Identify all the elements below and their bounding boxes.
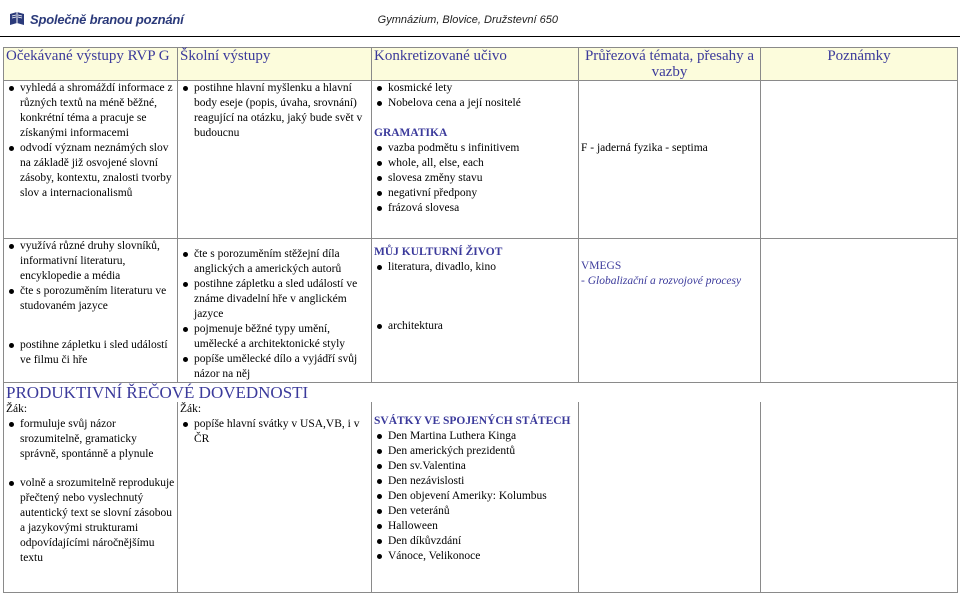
cross-topic-physics: F - jaderná fyzika - septima — [581, 142, 708, 154]
list-item: kosmické lety — [388, 81, 576, 96]
col-header-content: Konkretizované učivo — [372, 48, 579, 81]
list-item: Den díkůvzdání — [388, 534, 576, 549]
list-item: pojmenuje běžné typy umění, umělecké a architektonické styly — [194, 322, 369, 352]
book-logo-icon — [8, 10, 26, 28]
grammar-title: GRAMATIKA — [374, 127, 448, 139]
list-item: whole, all, else, each — [388, 156, 576, 171]
list-item: Den nezávislosti — [388, 474, 576, 489]
cell-notes — [761, 402, 958, 592]
cell-outcomes — [4, 81, 178, 239]
cell-cross-topics — [579, 81, 761, 239]
curriculum-table — [3, 47, 958, 593]
cell-school-outcomes — [178, 81, 372, 239]
table-row — [4, 402, 958, 592]
section-title: PRODUKTIVNÍ ŘEČOVÉ DOVEDNOSTI — [4, 383, 958, 403]
list-item: vazba podmětu s infinitivem — [388, 141, 576, 156]
cell-notes — [761, 81, 958, 239]
col-header-expected-outcomes: Očekávané výstupy RVP G — [4, 48, 178, 81]
spacer — [374, 111, 576, 126]
header-divider — [0, 36, 960, 37]
list-item: negativní předpony — [388, 186, 576, 201]
list-item: postihne zápletku i sled událostí ve filmu či hře — [20, 338, 175, 368]
list-item: Den objevení Ameriky: Kolumbus — [388, 489, 576, 504]
list-item: Den Martina Luthera Kinga — [388, 429, 576, 444]
list-item: Halloween — [388, 519, 576, 534]
logo-text: Společně branou poznání — [30, 11, 184, 27]
list-item: využívá různé druhy slovníků, informativní literaturu, encyklopedie a média — [20, 239, 175, 284]
cell-content — [372, 402, 579, 592]
section-row — [4, 383, 958, 403]
cell-school-outcomes — [178, 402, 372, 592]
list-item: vyhledá a shromáždí informace z různých textů na méně běžné, konkrétní téma a pracuje se získanými informacemi — [20, 81, 175, 141]
cell-outcomes — [4, 402, 178, 592]
list-item: postihne hlavní myšlenku a hlavní body eseje (popis, úvaha, srovnání) reagující na otázku, jaký bude svět v budoucnu — [194, 81, 369, 141]
list-item: čte s porozuměním stěžejní díla anglických a amerických autorů — [194, 247, 369, 277]
list-item: Vánoce, Velikonoce — [388, 549, 576, 564]
cross-topic-title: VMEGS — [581, 260, 622, 272]
list-item: architektura — [388, 319, 576, 334]
list-item: čte s porozuměním literaturu ve studovaném jazyce — [20, 284, 175, 314]
holidays-title: SVÁTKY VE SPOJENÝCH STÁTECH — [374, 415, 571, 427]
list-item: popíše hlavní svátky v USA,VB, i v ČR — [194, 417, 369, 447]
school-name: Gymnázium, Blovice, Družstevní 650 — [377, 14, 558, 26]
cross-topic-text: - Globalizační a rozvojové procesy — [581, 275, 742, 287]
table-row — [4, 239, 958, 383]
page-header — [0, 0, 960, 40]
list-item: odvodí význam neznámých slov na základě již osvojené slovní zásoby, kontextu, znalosti tvorby slov a internacionalismů — [20, 141, 175, 201]
list-item: Den amerických prezidentů — [388, 444, 576, 459]
col-header-school-outcomes: Školní výstupy — [178, 48, 372, 81]
list-item: postihne zápletku a sled událostí ve známe divadelní hře v anglickém jazyce — [194, 277, 369, 322]
list-item: popíše umělecké dílo a vyjádří svůj názor na něj — [194, 352, 369, 382]
list-item: literatura, divadlo, kino — [388, 260, 576, 275]
col-header-notes: Poznámky — [761, 48, 958, 81]
table-header-row — [4, 48, 958, 81]
cell-outcomes — [4, 239, 178, 383]
list-item: Nobelova cena a její nositelé — [388, 96, 576, 111]
col-header-cross-topics: Průřezová témata, přesahy a vazby — [579, 48, 761, 81]
culture-title: MŮJ KULTURNÍ ŽIVOT — [374, 246, 503, 258]
list-item: formuluje svůj názor srozumitelně, gramaticky správně, spontánně a plynule — [20, 417, 175, 462]
cell-notes — [761, 239, 958, 383]
table-row — [4, 81, 958, 239]
logo — [8, 8, 184, 30]
list-item: volně a srozumitelně reprodukuje přečtený nebo vyslechnutý autentický text se slovní zásobou a jazykovými strukturami odpovídajícími náročnějšímu textu — [20, 477, 175, 564]
list-item: frázová slovesa — [388, 201, 576, 216]
cell-cross-topics — [579, 239, 761, 383]
list-item: Den veteránů — [388, 504, 576, 519]
pupil-label: Žák: — [180, 403, 202, 415]
list-item: Den sv.Valentina — [388, 459, 576, 474]
cell-cross-topics — [579, 402, 761, 592]
list-item: slovesa změny stavu — [388, 171, 576, 186]
cell-content — [372, 81, 579, 239]
pupil-label: Žák: — [6, 403, 28, 415]
cell-content — [372, 239, 579, 383]
cell-school-outcomes — [178, 239, 372, 383]
